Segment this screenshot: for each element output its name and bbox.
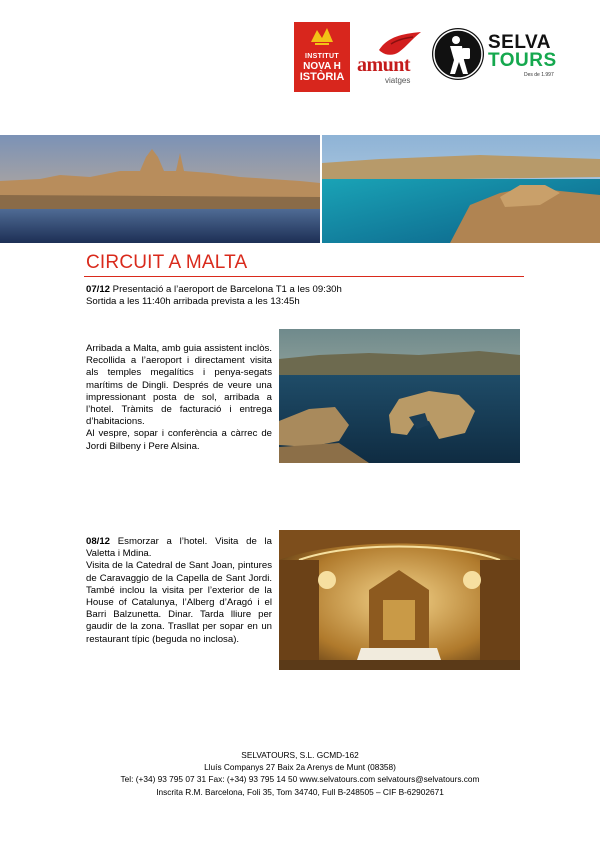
azure-window-photo	[279, 329, 520, 463]
day2-text2: Visita de la Catedral de Sant Joan, pintures de Caravaggio de la Capella de Sant Jordi. També inclou la visita per l’exterior de la House of Catalunya, l’Alberg d’Aragó i el Barri Balzunetta. Dinar. Tarda lliure per gaudir de la zona. Trasllat per sopar en un restaurant típic (beguda no inclosa).	[86, 560, 272, 645]
page-title: CIRCUIT A MALTA	[86, 252, 248, 273]
selva-word: SELVA	[488, 32, 552, 53]
tours-word: TOURS	[488, 50, 557, 71]
malta-banner-image	[0, 135, 600, 243]
institut-nova-historia-logo	[294, 22, 350, 92]
intro-line2: Sortida a les 11:40h arribada prevista a les 13:45h	[86, 296, 300, 308]
footer	[0, 749, 600, 798]
st-johns-cathedral-photo	[279, 530, 520, 670]
day2-date: 08/12	[86, 536, 111, 547]
title-underline	[84, 276, 524, 277]
amunt-viatges-logo	[357, 30, 427, 88]
institut-line1: INSTITUT	[305, 53, 339, 60]
institut-line3: ISTÒRIA	[299, 71, 345, 83]
amunt-name: amunt	[357, 54, 411, 76]
selva-since: Des de 1.997	[524, 72, 554, 78]
amunt-sub: viatges	[385, 76, 411, 85]
footer-address: Lluís Companys 27 Baix 2a Arenys de Munt (08358)	[204, 762, 396, 773]
footer-registry: Inscrita R.M. Barcelona, Foli 35, Tom 34740, Full B-248505 – CIF B-62902671	[156, 786, 444, 797]
traveler-silhouette-icon	[432, 28, 484, 80]
day1-text2: Al vespre, sopar i conferència a càrrec de Jordi Bilbeny i Pere Alsina.	[86, 428, 272, 452]
institut-mark-icon	[309, 26, 335, 48]
day2-description	[86, 536, 272, 646]
day2-text1: Esmorzar a l’hotel. Visita de la Valetta i Mdina.	[86, 536, 272, 560]
intro-line1: Presentació a l’aeroport de Barcelona T1 a les 09:30h	[110, 284, 342, 295]
intro-paragraph	[86, 284, 416, 308]
institut-line2: NOVA H	[303, 61, 341, 72]
intro-date: 07/12	[86, 284, 111, 295]
day1-description	[86, 343, 272, 453]
selva-tours-logo	[432, 28, 582, 86]
day1-text1: Arribada a Malta, amb guia assistent inclòs. Recollida a l’aeroport i directament visita als temples megalítics i penya-segats marítims de Dingli. Després de veure una impressionant posta de sol, arribada a l’hotel. Tràmits de facturació i entrega d’habitacions.	[86, 343, 272, 428]
footer-contact: Tel: (+34) 93 795 07 31 Fax: (+34) 93 795 14 50 www.selvatours.com selvatours@selvatours.com	[120, 774, 480, 785]
footer-company: SELVATOURS, S.L. GCMD-162	[241, 750, 359, 760]
